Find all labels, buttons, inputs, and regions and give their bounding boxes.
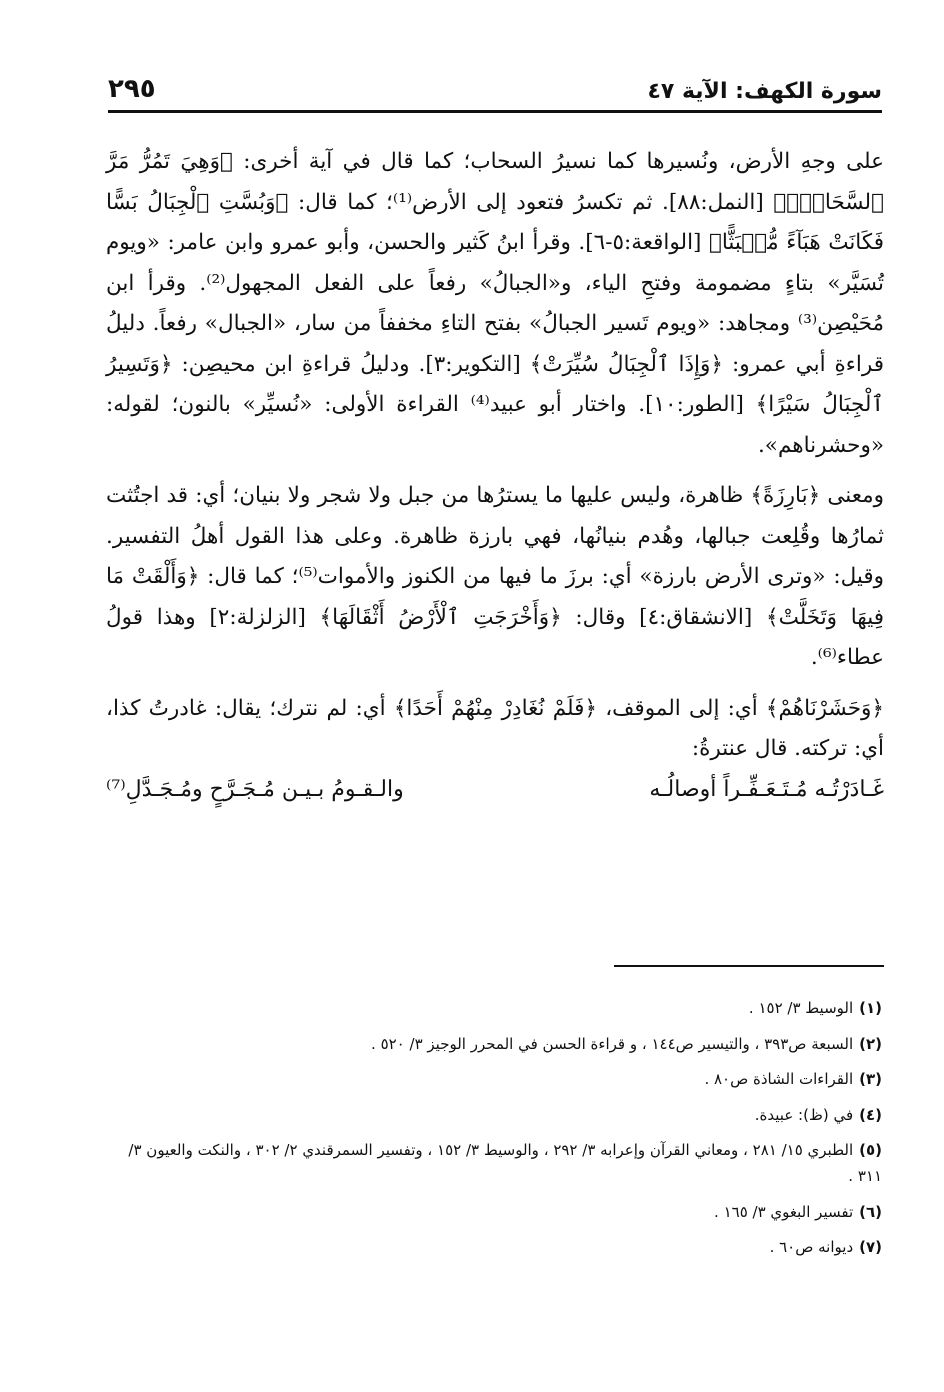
footnote-3 [106, 1066, 882, 1092]
footnote-text: السبعة ص٣٩٣ ، والتيسير ص١٤٤ ، و قراءة الحسن في المحرر الوجيز ٣/ ٥٢٠ . [371, 1034, 854, 1053]
footnote-text: القراءات الشاذة ص٨٠ . [704, 1070, 854, 1088]
footnote-number: (١) [859, 999, 882, 1017]
footnote-text: تفسير البغوي ٣/ ١٦٥ . [714, 1202, 854, 1221]
footnote-number: (٥) [859, 1141, 882, 1159]
footnote-5 [106, 1137, 882, 1189]
poetry-verse [106, 770, 884, 810]
footnote-text: الطبري ١٥/ ٢٨١ ، ومعاني القرآن وإعرابه ٣/ ٢٩٢ ، والوسيط ٣/ ١٥٢ ، وتفسير السمرقندي ٢/ ٣٠٢ ، والنكت والعيون ٣/ ٣١١ . [128, 1141, 882, 1185]
footnote-7 [106, 1234, 882, 1260]
footnote-text: ديوانه ص٦٠ . [769, 1238, 854, 1256]
page-number: ٢٩٥ [108, 74, 156, 104]
footnote-2 [106, 1031, 882, 1057]
footnote-4 [106, 1102, 882, 1128]
footnote-divider [614, 965, 884, 967]
main-text [106, 142, 884, 810]
verse-first-hemistich: غَـادَرْتُـه مُـتَـعَـفِّـراً أوصالُـه [649, 776, 884, 802]
footnotes [106, 995, 882, 1270]
footnote-number: (٢) [859, 1034, 882, 1053]
paragraph-3: ﴿وَحَشَرْنَاهُمْ﴾ أي: إلى الموقف، ﴿فَلَمْ نُغَادِرْ مِنْهُمْ أَحَدًا﴾ أي: لم نترك؛ يقال: غادرتُ كذا، أي: تركته. قال عنترةُ: [106, 695, 884, 761]
footnote-6 [106, 1199, 882, 1225]
paragraph-1: على وجهِ الأرض، ونُسيرها كما نسيرُ السحاب؛ كما قال في آية أخرى: ﴿وَهِيَ تَمُرُّ مَرَّ ٱلسَّحَابِۚ﴾ [النمل:٨٨]. ثم تكسرُ فتعود إلى الأرض⁽¹⁾؛ كما قال: ﴿وَبُسَّتِ ٱلْجِبَالُ بَسًّا فَكَانَتْ هَبَآءً مُّنۢبَثًّا﴾ [الواقعة:٥-٦]. وقرأ ابنُ كَثير والحسن، وأبو عمرو وابن عامر: «ويوم تُسَيَّر» بتاءٍ مضمومة وفتحِ الياء، و«الجبالُ» رفعاً على الفعل المجهول⁽²⁾. وقرأ ابن مُحَيْصِن⁽³⁾ ومجاهد: «ويوم تَسير الجبالُ» بفتح التاءِ مخففاً من سار، «الجبال» رفعاً. دليلُ قراءةِ أبي عمرو: ﴿وَإِذَا ٱلْجِبَالُ سُيِّرَتْ﴾ [التكوير:٣]. ودليلُ قراءةِ ابن محيصِن: ﴿وَتَسِيرُ ٱلْجِبَالُ سَيْرًا﴾ [الطور:١٠]. واختار أبو عبيد⁽⁴⁾ القراءة الأولى: «نُسيِّر» بالنون؛ لقوله: «وحشرناهم». [106, 149, 885, 458]
footnote-text: الوسيط ٣/ ١٥٢ . [748, 999, 854, 1017]
footnote-number: (٣) [859, 1070, 882, 1088]
verse-second-hemistich: والـقـومُ بـيـن مُـجَـرَّحٍ ومُـجَـدَّلِ⁽⁷⁾ [106, 776, 404, 802]
paragraph-2: ومعنى ﴿بَارِزَةً﴾ ظاهرة، وليس عليها ما يسترُها من جبل ولا شجر ولا بنيان؛ أي: قد اجتُثت ثمارُها وقُلِعت جبالها، وهُدم بنيانُها، فهي بارزة ظاهرة. وعلى هذا القول أهلُ التفسير. وقيل: «وترى الأرض بارزة» أي: برزَ ما فيها من الكنوز والأموات⁽⁵⁾؛ كما قال: ﴿وَأَلْقَتْ مَا فِيهَا وَتَخَلَّتْ﴾ [الانشقاق:٤] وقال: ﴿وَأَخْرَجَتِ ٱلْأَرْضُ أَثْقَالَهَا﴾ [الزلزلة:٢] وهذا قولُ عطاء⁽⁶⁾. [106, 483, 884, 670]
footnote-text: في (ظ): عبيدة. [754, 1105, 854, 1124]
footnote-number: (٧) [859, 1238, 882, 1256]
running-title: سورة الكهف: الآية ٤٧ [647, 79, 882, 104]
page-header [108, 64, 882, 113]
footnote-number: (٦) [859, 1202, 882, 1221]
footnote-number: (٤) [859, 1105, 882, 1124]
footnote-1 [106, 995, 882, 1021]
